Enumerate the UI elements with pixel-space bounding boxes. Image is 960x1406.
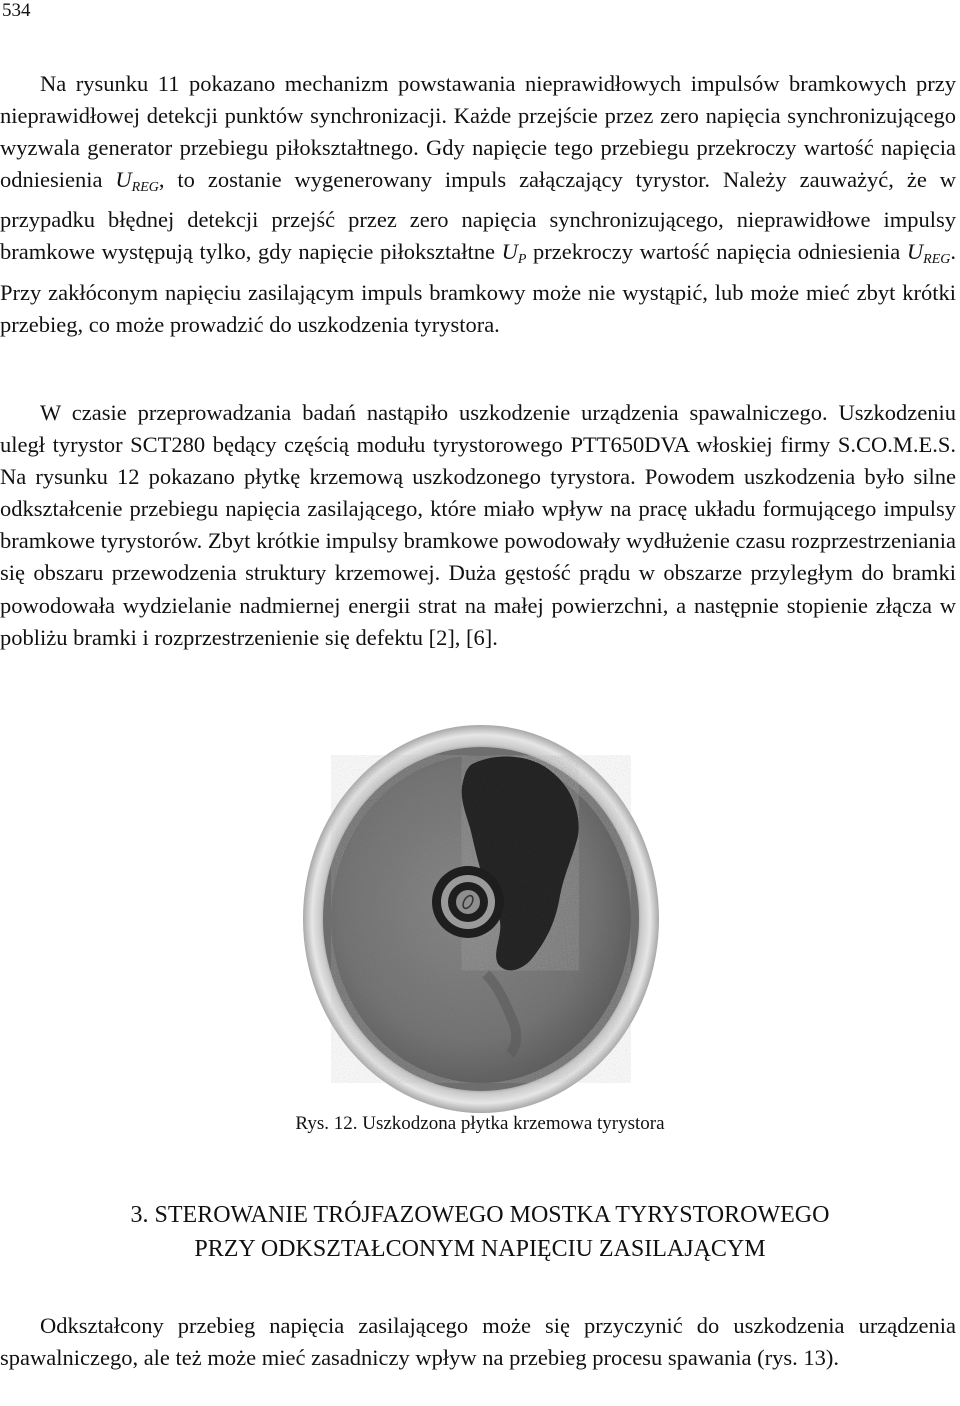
symbol-u: U [906,239,924,265]
section-heading-line: PRZY ODKSZTAŁCONYM NAPIĘCIU ZASILAJĄCYM [194,1236,766,1262]
page-number: 534 [2,0,31,21]
figure-caption: Rys. 12. Uszkodzona płytka krzemowa tyrystora [295,1113,665,1134]
subscript-reg: REG [131,180,159,196]
paragraph-text: . Przy zakłóconym napięciu zasilającym impuls bramkowy może nie wystąpić, lub może mieć zbyt krótki przebieg, co może prowadzić do uszkodzenia tyrystora. [0,239,956,337]
subscript-reg: REG [923,252,951,268]
section-heading [0,1198,960,1266]
paragraph-text: przekroczy wartość napięcia odniesienia [526,239,907,265]
paragraph-text: Na rysunku 11 pokazano mechanizm powstawania nieprawidłowych impulsów bramkowych przy nieprawidłowej detekcji punktów synchronizacji. Każde przejście przez zero napięcia synchronizującego wyzwala generator przebiegu piłokształtnego. Gdy napięcie tego przebiegu przekroczy wartość napięcia odniesienia [0,71,956,193]
paragraph-mechanism [0,68,956,341]
subscript-p: P [517,252,527,268]
symbol-u: U [501,239,518,265]
section-heading-line: 3. STEROWANIE TRÓJFAZOWEGO MOSTKA TYRYSTOROWEGO [130,1202,830,1228]
paragraph-damage: W czasie przeprowadzania badań nastąpiło uszkodzenie urządzenia spawalniczego. Uszkodzeniu uległ tyrystor SCT280 będący częścią modułu tyrystorowego PTT650DVA włoskiej firmy S.CO.M.E.S. Na rysunku 12 pokazano płytkę krzemową uszkodzonego tyrystora. Powodem uszkodzenia było silne odkształcenie przebiegu napięcia zasilającego, które miało wpływ na pracę układu formującego impulsy bramkowe tyrystorów. Zbyt krótkie impulsy bramkowe powodowały wydłużenie czasu rozprzestrzeniania się obszaru przewodzenia struktury krzemowej. Duża gęstość prądu w obszarze przyległym do bramki powodowała wydzielanie nadmiernej energii strat na małej powierzchni, a następnie stopienie złącza w pobliżu bramki i rozprzestrzenienie się defektu [2], [6]. [0,400,956,650]
paragraph-text: , to zostanie wygenerowany impuls załączający tyrystor. Należy zauważyć, że w przypadku błędnej detekcji przejść przez zero napięcia synchronizującego, nieprawidłowe impulsy bramkowe występują tylko, gdy napięcie piłokształtne [0,167,956,265]
symbol-u: U [115,167,132,193]
wafer-illustration [302,724,660,1114]
paragraph-intro: Odkształcony przebieg napięcia zasilającego może się przyczynić do uszkodzenia urządzenia spawalniczego, ale też może mieć zasadniczy wpływ na przebieg procesu spawania (rys. 13). [0,1313,956,1371]
thyristor-wafer-photo [302,724,660,1114]
